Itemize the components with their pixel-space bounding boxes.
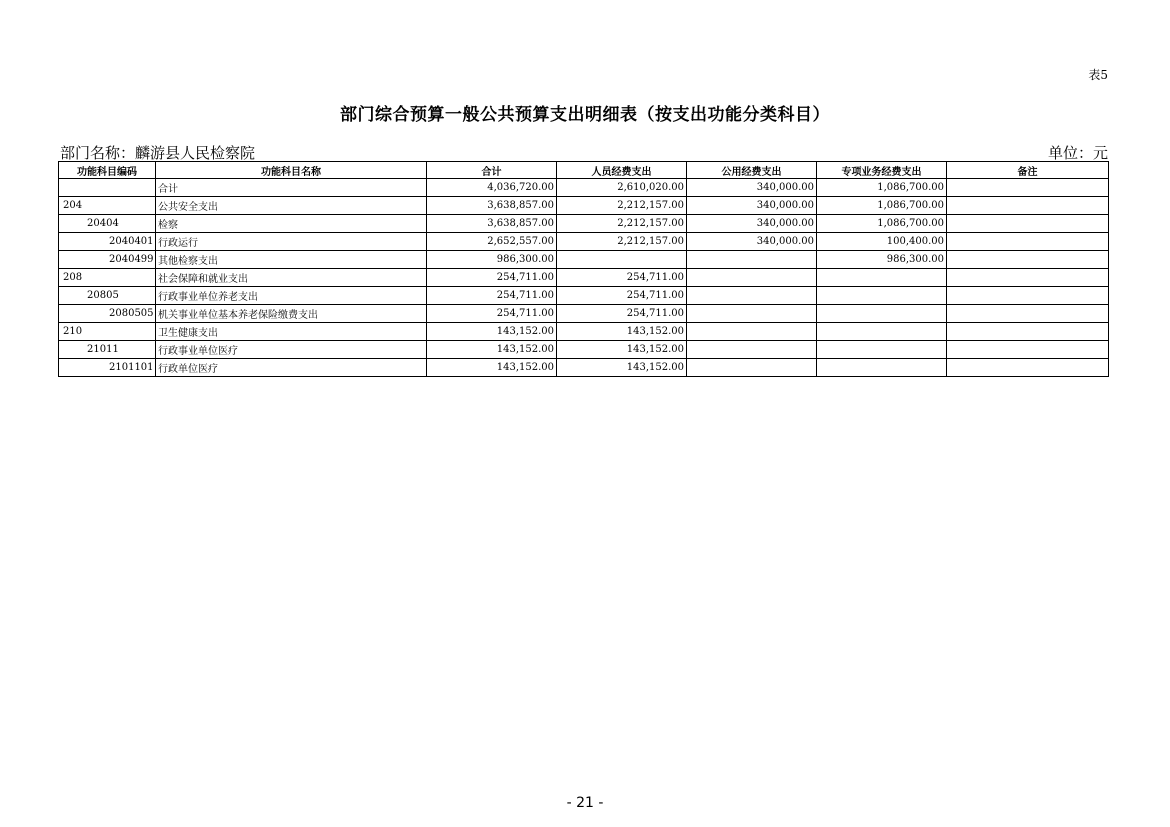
row-special: [817, 359, 947, 377]
budget-table: [58, 161, 1109, 377]
row-total: 143,152.00: [427, 341, 557, 359]
header-total: 合计: [427, 162, 557, 179]
table-row: [59, 179, 1109, 197]
row-code: 2040499: [59, 251, 156, 269]
row-public: [687, 359, 817, 377]
row-public: [687, 341, 817, 359]
row-personnel: 2,212,157.00: [557, 215, 687, 233]
row-name: 其他检察支出: [156, 251, 427, 269]
row-name: 行政单位医疗: [156, 359, 427, 377]
table-row: [59, 251, 1109, 269]
header-public: 公用经费支出: [687, 162, 817, 179]
row-note: [947, 269, 1109, 287]
row-personnel: 143,152.00: [557, 341, 687, 359]
row-public: [687, 305, 817, 323]
row-total: 986,300.00: [427, 251, 557, 269]
page-title: 部门综合预算一般公共预算支出明细表（按支出功能分类科目）: [340, 105, 830, 125]
row-code: 2080505: [59, 305, 156, 323]
row-note: [947, 305, 1109, 323]
row-note: [947, 287, 1109, 305]
row-total: 143,152.00: [427, 323, 557, 341]
row-personnel: 254,711.00: [557, 287, 687, 305]
table-number: 表5: [1088, 68, 1108, 82]
row-name: 社会保障和就业支出: [156, 269, 427, 287]
table-row: [59, 323, 1109, 341]
row-special: 986,300.00: [817, 251, 947, 269]
row-code: 208: [59, 269, 156, 287]
row-personnel: 143,152.00: [557, 359, 687, 377]
row-note: [947, 179, 1109, 197]
header-note: 备注: [947, 162, 1109, 179]
table-row: [59, 341, 1109, 359]
unit-label: 单位：元: [1047, 144, 1108, 162]
row-special: 1,086,700.00: [817, 215, 947, 233]
row-personnel: 254,711.00: [557, 269, 687, 287]
row-special: 1,086,700.00: [817, 197, 947, 215]
table-row: [59, 233, 1109, 251]
row-personnel: 2,212,157.00: [557, 233, 687, 251]
row-total: 3,638,857.00: [427, 197, 557, 215]
row-code: 21011: [59, 341, 156, 359]
row-code: 20805: [59, 287, 156, 305]
row-name: 检察: [156, 215, 427, 233]
row-special: 1,086,700.00: [817, 179, 947, 197]
row-public: [687, 269, 817, 287]
row-name: 卫生健康支出: [156, 323, 427, 341]
row-personnel: 254,711.00: [557, 305, 687, 323]
row-public: [687, 251, 817, 269]
row-special: [817, 341, 947, 359]
row-public: [687, 323, 817, 341]
row-note: [947, 359, 1109, 377]
table-row: [59, 197, 1109, 215]
table-row: [59, 359, 1109, 377]
row-special: [817, 287, 947, 305]
header-personnel: 人员经费支出: [557, 162, 687, 179]
row-note: [947, 323, 1109, 341]
row-name: 行政事业单位养老支出: [156, 287, 427, 305]
department-name: 部门名称：麟游县人民检察院: [60, 144, 256, 162]
row-total: 2,652,557.00: [427, 233, 557, 251]
row-name: 机关事业单位基本养老保险缴费支出: [156, 305, 427, 323]
row-note: [947, 341, 1109, 359]
header-code: 功能科目编码: [59, 162, 156, 179]
row-total: 3,638,857.00: [427, 215, 557, 233]
row-code: 2101101: [59, 359, 156, 377]
row-total: 254,711.00: [427, 305, 557, 323]
header-special: 专项业务经费支出: [817, 162, 947, 179]
row-personnel: [557, 251, 687, 269]
row-code: [59, 179, 156, 197]
row-total: 143,152.00: [427, 359, 557, 377]
row-personnel: 2,610,020.00: [557, 179, 687, 197]
row-public: 340,000.00: [687, 179, 817, 197]
row-code: 210: [59, 323, 156, 341]
row-special: 100,400.00: [817, 233, 947, 251]
row-name: 行政事业单位医疗: [156, 341, 427, 359]
row-code: 204: [59, 197, 156, 215]
row-public: [687, 287, 817, 305]
row-special: [817, 323, 947, 341]
row-personnel: 143,152.00: [557, 323, 687, 341]
row-note: [947, 215, 1109, 233]
row-name: 公共安全支出: [156, 197, 427, 215]
row-code: 2040401: [59, 233, 156, 251]
table-row: [59, 215, 1109, 233]
row-note: [947, 251, 1109, 269]
page-number: - 21 -: [566, 795, 604, 811]
header-name: 功能科目名称: [156, 162, 427, 179]
row-total: 254,711.00: [427, 269, 557, 287]
table-row: [59, 305, 1109, 323]
row-name: 合计: [156, 179, 427, 197]
row-total: 254,711.00: [427, 287, 557, 305]
row-code: 20404: [59, 215, 156, 233]
table-header-row: [59, 162, 1109, 179]
row-total: 4,036,720.00: [427, 179, 557, 197]
table-row: [59, 287, 1109, 305]
row-special: [817, 269, 947, 287]
row-note: [947, 233, 1109, 251]
row-note: [947, 197, 1109, 215]
row-public: 340,000.00: [687, 197, 817, 215]
row-public: 340,000.00: [687, 233, 817, 251]
table-row: [59, 269, 1109, 287]
row-public: 340,000.00: [687, 215, 817, 233]
row-special: [817, 305, 947, 323]
row-personnel: 2,212,157.00: [557, 197, 687, 215]
row-name: 行政运行: [156, 233, 427, 251]
